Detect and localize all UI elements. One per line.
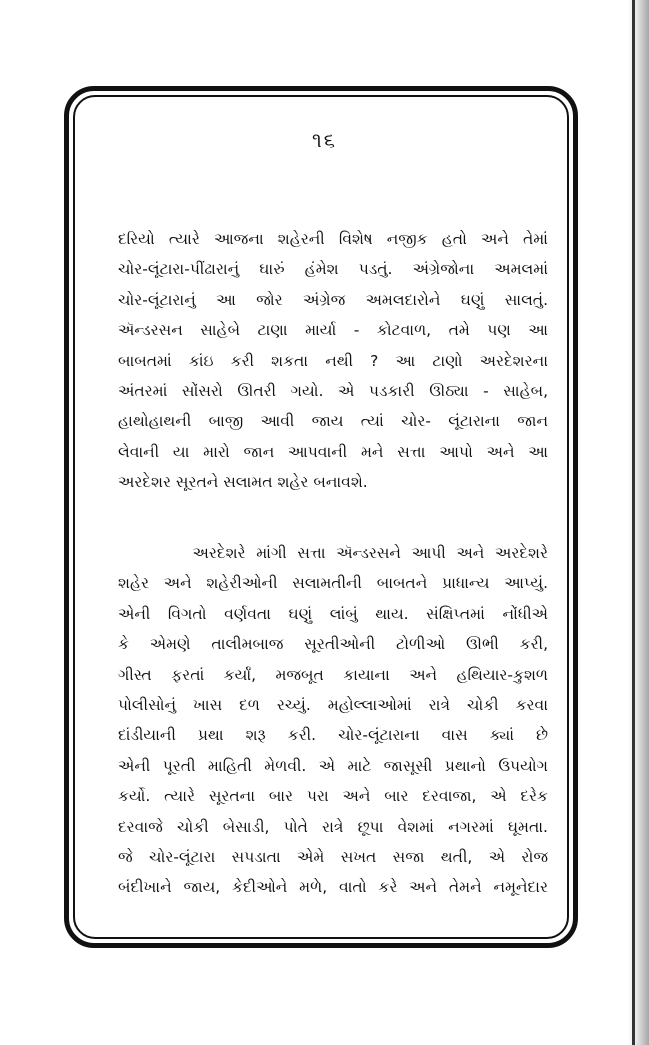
text-line: ચોર-લૂંટારા-પીંઢારાનું ઘારું હંમેશ પડતું. અંગ્રેજોના અમલમાં [118,260,548,279]
text-line: બંદીખાને જાય, કેદીઓને મળે, વાતો કરે અને તેમને નમૂનેદાર [118,878,548,897]
paragraph-1 [118,224,548,498]
paragraph-2 [118,538,548,903]
text-line: એની વિગતો વર્ણવતા ઘણું લાંબું થાય. સંક્ષિપ્તમાં નોંધીએ [118,604,548,623]
text-line: બાબતમાં કાંઇ કરી શકતા નથી ? આ ટાણો અરદેશરના [118,351,548,370]
book-spine-edge [632,0,635,1045]
text-line: ઍન્ડરસન સાહેબે ટાણા માર્યા - કોટવાળ, તમે પણ આ [118,321,548,340]
text-line: એની પૂરતી માહિતી મેળવી. એ માટે જાસૂસી પ્રથાનો ઉપયોગ [118,756,548,775]
text-line: હાથોહાથની બાજી આવી જાય ત્યાં ચોર- લૂંટારાના જાન [118,412,548,431]
text-line: પોલીસોનું ખાસ દળ રચ્યું. મહોલ્લાઓમાં રાત્રે ચોકી કરવા [118,695,548,714]
text-line: શહેર અને શહેરીઓની સલામતીની બાબતને પ્રાધાન્ય આપ્યું. [118,574,548,593]
text-line: અંતરમાં સોંસરો ઊતરી ગયો. એ પડકારી ઊઠ્યા - સાહેબ, [118,381,548,400]
text-line: ચોર-લૂંટારાનું આ જોર અંગ્રેજ અમલદારોને ઘણું સાલતું. [118,290,548,309]
text-line: જે ચોર-લૂંટારા સપડાતા એમે સખત સજા થતી, એ રોજ [118,847,548,866]
page-number: ૧૬ [312,128,337,152]
text-line: ગીસ્ત ફરતાં કર્યાં, મજબૂત કાયાના અને હથિયાર-કુશળ [118,665,548,684]
text-line: અરદેશરે માંગી સત્તા ઍન્ડરસને આપી અને અરદેશરે [118,544,548,562]
text-line: કે એમણે તાલીમબાજ સૂરતીઓની ટોળીઓ ઊભી કરી, [118,635,548,654]
text-line: દરિયો ત્યારે આજના શહેરની વિશેષ નજીક હતો અને તેમાં [118,230,548,248]
text-line: દાંડીયાની પ્રથા શરૂ કરી. ચોર-લૂંટારાના વાસ ક્યાં છે [118,726,548,745]
binding-shadow [627,0,649,1045]
text-line: અરદેશર સૂરતને સલામત શહેર બનાવશે. [118,473,368,492]
text-line: લેવાની યા મારો જાન આપવાની મને સત્તા આપો અને આ [118,442,548,461]
text-line: કર્યો. ત્યારે સૂરતના બાર પરા અને બાર દરવાજા, એ દરેક [118,787,548,806]
text-line: દરવાજે ચોકી બેસાડી, પોતે રાત્રે છૂપા વેશમાં નગરમાં ઘૂમતા. [118,817,548,836]
